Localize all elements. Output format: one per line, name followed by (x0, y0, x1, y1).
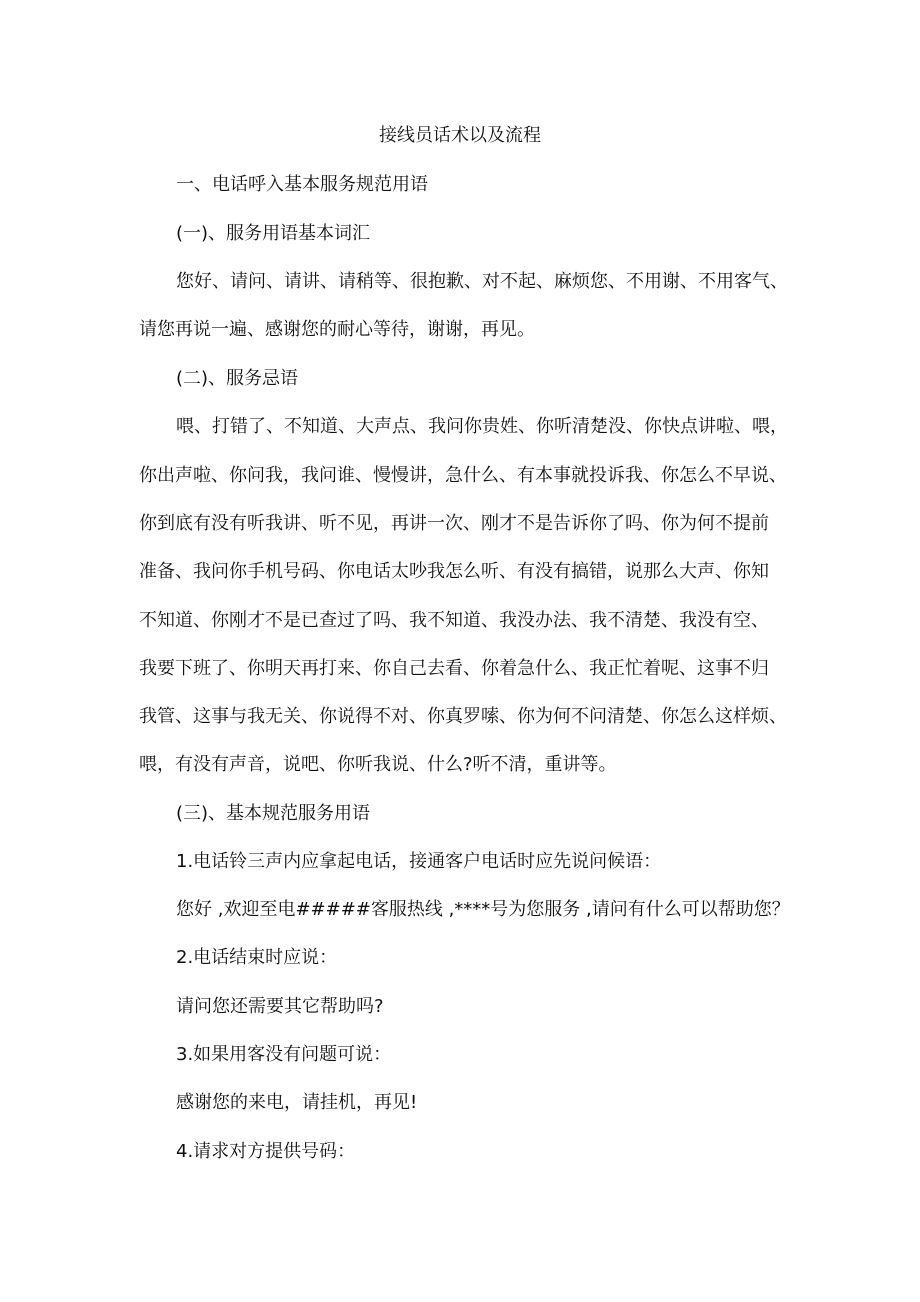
list-item: 3.如果用客没有问题可说： (176, 1044, 392, 1065)
document-title: 接线员话术以及流程 (379, 125, 541, 146)
paragraph-line: 喂，有没有声音，说吧、你听我说、什么?听不清，重讲等。 (139, 754, 617, 775)
section-heading: 一、电话呼入基本服务规范用语 (176, 174, 428, 195)
paragraph-line: 你到底有没有听我讲、听不见，再讲一次、刚才不是告诉你了吗、你为何不提前 (139, 513, 769, 534)
paragraph-line: 喂、打错了、不知道、大声点、我问你贵姓、你听清楚没、你快点讲啦、喂， (176, 416, 788, 437)
paragraph-line: 你出声啦、你问我，我问谁、慢慢讲，急什么、有本事就投诉我、你怎么不早说、 (139, 465, 787, 486)
paragraph-line: 请您再说一遍、感谢您的耐心等待，谢谢，再见。 (139, 319, 535, 340)
script-line: 请问您还需要其它帮助吗? (176, 996, 384, 1017)
script-line: 感谢您的来电，请挂机，再见! (176, 1092, 418, 1113)
paragraph-line: 准备、我问你手机号码、你电话太吵我怎么听、有没有搞错，说那么大声、你知 (139, 561, 769, 582)
subsection-heading: (三)、基本规范服务用语 (176, 803, 371, 824)
paragraph-line: 您好、请问、请讲、请稍等、很抱歉、对不起、麻烦您、不用谢、不用客气、 (176, 271, 788, 292)
paragraph-line: 我管、这事与我无关、你说得不对、你真罗嗦、你为何不问清楚、你怎么这样烦、 (139, 706, 787, 727)
script-line: 您好 ,欢迎至电#####客服热线 ,****号为您服务 ,请问有什么可以帮助您？ (176, 899, 790, 920)
subsection-heading: (一)、服务用语基本词汇 (176, 223, 371, 244)
list-item: 4.请求对方提供号码： (176, 1141, 356, 1162)
subsection-heading: (二)、服务忌语 (176, 368, 299, 389)
paragraph-line: 我要下班了、你明天再打来、你自己去看、你着急什么、我正忙着呢、这事不归 (139, 658, 769, 679)
paragraph-line: 不知道、你刚才不是已查过了吗、我不知道、我没办法、我不清楚、我没有空、 (139, 610, 769, 631)
list-item: 2.电话结束时应说： (176, 947, 338, 968)
list-item: 1.电话铃三声内应拿起电话，接通客户电话时应先说问候语： (176, 851, 662, 872)
